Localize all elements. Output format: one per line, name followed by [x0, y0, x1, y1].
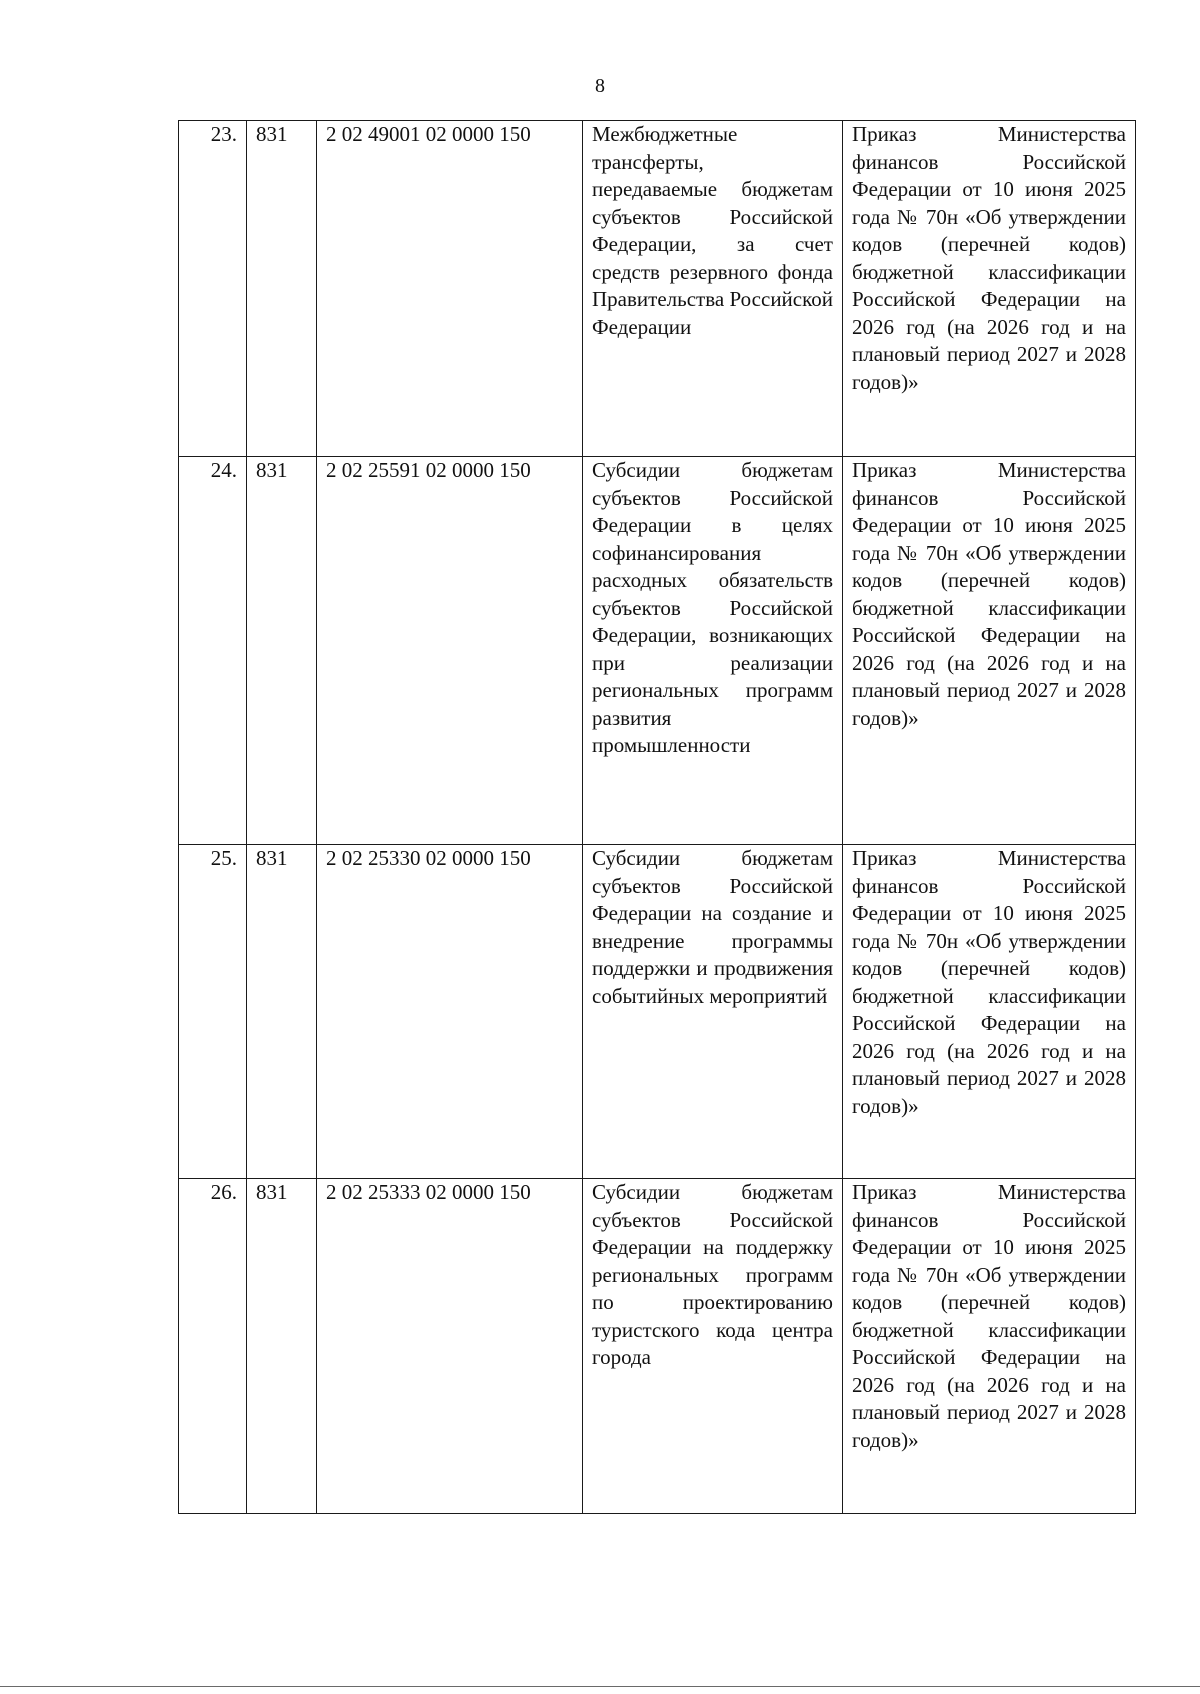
row-number: 23.	[179, 121, 247, 457]
legal-basis: Приказ Министерства финансов Российской Федерации от 10 июня 2025 года № 70н «Об утверждении кодов (перечней кодов) бюджетной классификации Российской Федерации на 2026 год (на 2026 год и на плановый период 2027 и 2028 годов)»	[843, 457, 1136, 845]
budget-classification-code: 2 02 25333 02 0000 150	[317, 1179, 583, 1514]
table-row	[179, 1179, 1136, 1514]
revenue-name: Субсидии бюджетам субъектов Российской Федерации в целях софинансирования расходных обязательств субъектов Российской Федерации, возникающих при реализации региональных программ развития промышленности	[583, 457, 843, 845]
revenue-name: Субсидии бюджетам субъектов Российской Федерации на создание и внедрение программы поддержки и продвижения событийных мероприятий	[583, 845, 843, 1179]
table-row	[179, 845, 1136, 1179]
row-number: 26.	[179, 1179, 247, 1514]
administrator-code: 831	[247, 457, 317, 845]
row-number: 24.	[179, 457, 247, 845]
row-number: 25.	[179, 845, 247, 1179]
revenue-name: Субсидии бюджетам субъектов Российской Федерации на поддержку региональных программ по проектированию туристского кода центра города	[583, 1179, 843, 1514]
table-row	[179, 457, 1136, 845]
budget-classification-code: 2 02 25330 02 0000 150	[317, 845, 583, 1179]
legal-basis: Приказ Министерства финансов Российской Федерации от 10 июня 2025 года № 70н «Об утверждении кодов (перечней кодов) бюджетной классификации Российской Федерации на 2026 год (на 2026 год и на плановый период 2027 и 2028 годов)»	[843, 1179, 1136, 1514]
budget-codes-table	[178, 120, 1136, 1514]
administrator-code: 831	[247, 1179, 317, 1514]
budget-classification-code: 2 02 25591 02 0000 150	[317, 457, 583, 845]
scan-edge-line	[0, 1686, 1200, 1687]
page-number: 8	[595, 75, 605, 97]
legal-basis: Приказ Министерства финансов Российской Федерации от 10 июня 2025 года № 70н «Об утверждении кодов (перечней кодов) бюджетной классификации Российской Федерации на 2026 год (на 2026 год и на плановый период 2027 и 2028 годов)»	[843, 121, 1136, 457]
budget-classification-code: 2 02 49001 02 0000 150	[317, 121, 583, 457]
table-row	[179, 121, 1136, 457]
revenue-name: Межбюджетные трансферты, передаваемые бюджетам субъектов Российской Федерации, за счет средств резервного фонда Правительства Российской Федерации	[583, 121, 843, 457]
administrator-code: 831	[247, 121, 317, 457]
administrator-code: 831	[247, 845, 317, 1179]
legal-basis: Приказ Министерства финансов Российской Федерации от 10 июня 2025 года № 70н «Об утверждении кодов (перечней кодов) бюджетной классификации Российской Федерации на 2026 год (на 2026 год и на плановый период 2027 и 2028 годов)»	[843, 845, 1136, 1179]
